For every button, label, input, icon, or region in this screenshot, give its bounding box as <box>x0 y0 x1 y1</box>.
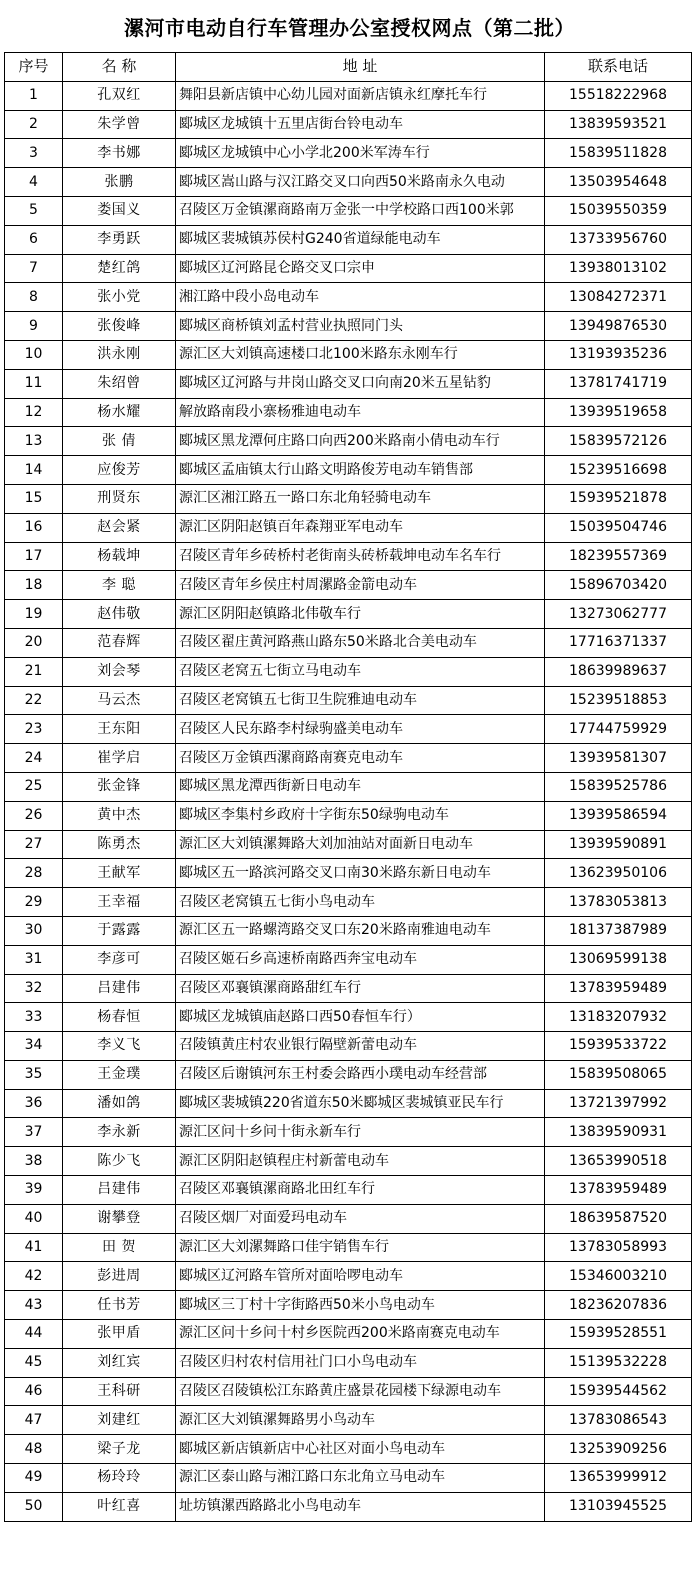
dealer-phone: 13273062777 <box>545 600 692 629</box>
dealer-name: 楚红鸽 <box>63 254 176 283</box>
table-row <box>5 139 692 168</box>
dealer-phone: 13938013102 <box>545 254 692 283</box>
table-row <box>5 542 692 571</box>
table-row <box>5 456 692 485</box>
table-row <box>5 1377 692 1406</box>
dealer-name: 张甲盾 <box>63 1320 176 1349</box>
dealer-address: 召陵区邓襄镇漯商路甜红车行 <box>176 974 545 1003</box>
dealer-address: 郾城区嵩山路与汉江路交叉口向西50米路南永久电动 <box>176 168 545 197</box>
dealer-name: 李书娜 <box>63 139 176 168</box>
table-row <box>5 1492 692 1521</box>
dealer-address: 源汇区泰山路与湘江路口东北角立马电动车 <box>176 1464 545 1493</box>
table-row <box>5 945 692 974</box>
table-row <box>5 1464 692 1493</box>
dealer-name: 王幸福 <box>63 888 176 917</box>
dealer-phone: 13103945525 <box>545 1492 692 1521</box>
dealer-phone: 13783058993 <box>545 1233 692 1262</box>
dealer-name: 谢攀登 <box>63 1204 176 1233</box>
table-row <box>5 1147 692 1176</box>
dealer-address: 郾城区商桥镇刘孟村营业执照同门头 <box>176 312 545 341</box>
table-row <box>5 1348 692 1377</box>
row-number: 3 <box>5 139 63 168</box>
table-row <box>5 801 692 830</box>
dealer-address: 源汇区问十乡问十街永新车行 <box>176 1118 545 1147</box>
dealer-name: 杨春恒 <box>63 1003 176 1032</box>
row-number: 46 <box>5 1377 63 1406</box>
table-row <box>5 254 692 283</box>
dealer-phone: 13623950106 <box>545 859 692 888</box>
dealer-name: 李义飞 <box>63 1032 176 1061</box>
table-row <box>5 916 692 945</box>
table-row <box>5 1262 692 1291</box>
dealer-name: 娄国义 <box>63 196 176 225</box>
dealer-name: 陈少飞 <box>63 1147 176 1176</box>
dealer-name: 王科研 <box>63 1377 176 1406</box>
dealer-name: 应俊芳 <box>63 456 176 485</box>
dealer-phone: 13781741719 <box>545 369 692 398</box>
row-number: 16 <box>5 513 63 542</box>
dealer-name: 刘会琴 <box>63 657 176 686</box>
row-number: 35 <box>5 1060 63 1089</box>
dealer-phone: 15239518853 <box>545 686 692 715</box>
table-row <box>5 974 692 1003</box>
dealer-address: 湘江路中段小岛电动车 <box>176 283 545 312</box>
row-number: 33 <box>5 1003 63 1032</box>
dealer-address: 郾城区辽河路车管所对面哈啰电动车 <box>176 1262 545 1291</box>
dealer-phone: 13783086543 <box>545 1406 692 1435</box>
dealer-address: 郾城区龙城镇中心小学北200米军涛车行 <box>176 139 545 168</box>
dealer-address: 召陵区老窝镇五七街小鸟电动车 <box>176 888 545 917</box>
dealer-name: 崔学启 <box>63 744 176 773</box>
dealer-phone: 13733956760 <box>545 225 692 254</box>
dealer-address: 郾城区龙城镇十五里店街台铃电动车 <box>176 110 545 139</box>
dealer-phone: 13721397992 <box>545 1089 692 1118</box>
dealer-address: 召陵镇黄庄村农业银行隔壁新蕾电动车 <box>176 1032 545 1061</box>
dealer-phone: 15839572126 <box>545 427 692 456</box>
dealer-phone: 17716371337 <box>545 628 692 657</box>
row-number: 20 <box>5 628 63 657</box>
dealer-name: 黄中杰 <box>63 801 176 830</box>
table-row <box>5 168 692 197</box>
table-row <box>5 81 692 110</box>
table-row <box>5 110 692 139</box>
dealer-name: 杨载坤 <box>63 542 176 571</box>
table-row <box>5 715 692 744</box>
row-number: 44 <box>5 1320 63 1349</box>
dealer-name: 刘建红 <box>63 1406 176 1435</box>
table-row <box>5 744 692 773</box>
table-row <box>5 772 692 801</box>
dealer-phone: 18137387989 <box>545 916 692 945</box>
row-number: 45 <box>5 1348 63 1377</box>
row-number: 31 <box>5 945 63 974</box>
table-row <box>5 1291 692 1320</box>
dealer-address: 召陵区姬石乡高速桥南路西奔宝电动车 <box>176 945 545 974</box>
dealer-phone: 15139532228 <box>545 1348 692 1377</box>
table-row <box>5 571 692 600</box>
dealer-phone: 15939528551 <box>545 1320 692 1349</box>
row-number: 36 <box>5 1089 63 1118</box>
table-row <box>5 283 692 312</box>
dealer-address: 召陵区万金镇西漯商路南赛克电动车 <box>176 744 545 773</box>
row-number: 42 <box>5 1262 63 1291</box>
dealer-name: 洪永刚 <box>63 340 176 369</box>
table-row <box>5 513 692 542</box>
row-number: 47 <box>5 1406 63 1435</box>
dealer-phone: 13949876530 <box>545 312 692 341</box>
table-row <box>5 1406 692 1435</box>
dealer-address: 郾城区李集村乡政府十字街东50绿驹电动车 <box>176 801 545 830</box>
header-address: 地 址 <box>176 53 545 82</box>
dealer-address: 源汇区阴阳赵镇路北伟敬车行 <box>176 600 545 629</box>
dealer-address: 召陵区翟庄黄河路燕山路东50米路北合美电动车 <box>176 628 545 657</box>
dealer-name: 马云杰 <box>63 686 176 715</box>
dealer-address: 召陵区烟厂对面爱玛电动车 <box>176 1204 545 1233</box>
dealer-phone: 15839525786 <box>545 772 692 801</box>
dealer-name: 李永新 <box>63 1118 176 1147</box>
dealer-phone: 13939586594 <box>545 801 692 830</box>
dealer-address: 郾城区黑龙潭何庄路口向西200米路南小倩电动车行 <box>176 427 545 456</box>
dealer-address: 源汇区五一路螺湾路交叉口东20米路南雅迪电动车 <box>176 916 545 945</box>
dealer-address: 召陵区召陵镇松江东路黄庄盛景花园楼下绿源电动车 <box>176 1377 545 1406</box>
dealer-address: 解放路南段小寨杨雅迪电动车 <box>176 398 545 427</box>
dealer-phone: 13503954648 <box>545 168 692 197</box>
dealer-address: 召陵区邓襄镇漯商路北田红车行 <box>176 1176 545 1205</box>
dealer-phone: 13783959489 <box>545 974 692 1003</box>
dealer-phone: 15239516698 <box>545 456 692 485</box>
dealer-address: 源汇区阴阳赵镇百年森翔亚军电动车 <box>176 513 545 542</box>
dealer-name: 张小党 <box>63 283 176 312</box>
table-row <box>5 686 692 715</box>
dealer-address: 源汇区大刘漯舞路口佳宇销售车行 <box>176 1233 545 1262</box>
dealer-phone: 15939533722 <box>545 1032 692 1061</box>
dealer-name: 田 贺 <box>63 1233 176 1262</box>
dealer-phone: 13084272371 <box>545 283 692 312</box>
table-row <box>5 1233 692 1262</box>
dealer-phone: 15939544562 <box>545 1377 692 1406</box>
dealer-phone: 15839508065 <box>545 1060 692 1089</box>
dealer-address: 召陵区青年乡砖桥村老街南头砖桥载坤电动车名车行 <box>176 542 545 571</box>
row-number: 7 <box>5 254 63 283</box>
row-number: 2 <box>5 110 63 139</box>
dealer-address: 源汇区湘江路五一路口东北角轻骑电动车 <box>176 484 545 513</box>
row-number: 13 <box>5 427 63 456</box>
table-row <box>5 600 692 629</box>
table-row <box>5 1204 692 1233</box>
dealer-name: 赵会紧 <box>63 513 176 542</box>
row-number: 41 <box>5 1233 63 1262</box>
dealer-name: 王东阳 <box>63 715 176 744</box>
dealer-phone: 18639587520 <box>545 1204 692 1233</box>
row-number: 21 <box>5 657 63 686</box>
dealer-name: 任书芳 <box>63 1291 176 1320</box>
dealer-address: 舞阳县新店镇中心幼儿园对面新店镇永红摩托车行 <box>176 81 545 110</box>
table-body <box>5 81 692 1521</box>
dealer-phone: 15939521878 <box>545 484 692 513</box>
row-number: 1 <box>5 81 63 110</box>
table-row <box>5 1435 692 1464</box>
row-number: 6 <box>5 225 63 254</box>
row-number: 34 <box>5 1032 63 1061</box>
dealer-address: 召陵区人民东路李村绿驹盛美电动车 <box>176 715 545 744</box>
dealer-phone: 13183207932 <box>545 1003 692 1032</box>
dealer-address: 郾城区孟庙镇太行山路文明路俊芳电动车销售部 <box>176 456 545 485</box>
table-row <box>5 1176 692 1205</box>
dealer-address: 址坊镇漯西路路北小鸟电动车 <box>176 1492 545 1521</box>
dealer-table <box>4 52 692 1522</box>
row-number: 25 <box>5 772 63 801</box>
dealer-name: 李勇跃 <box>63 225 176 254</box>
dealer-phone: 18236207836 <box>545 1291 692 1320</box>
dealer-phone: 13193935236 <box>545 340 692 369</box>
row-number: 48 <box>5 1435 63 1464</box>
row-number: 10 <box>5 340 63 369</box>
dealer-name: 张 倩 <box>63 427 176 456</box>
dealer-phone: 15518222968 <box>545 81 692 110</box>
dealer-address: 郾城区辽河路昆仑路交叉口宗申 <box>176 254 545 283</box>
dealer-address: 召陵区老窝五七街立马电动车 <box>176 657 545 686</box>
dealer-address: 召陵区老窝镇五七街卫生院雅迪电动车 <box>176 686 545 715</box>
dealer-name: 赵伟敬 <box>63 600 176 629</box>
dealer-phone: 18639989637 <box>545 657 692 686</box>
header-phone: 联系电话 <box>545 53 692 82</box>
dealer-address: 郾城区龙城镇庙赵路口西50春恒车行） <box>176 1003 545 1032</box>
dealer-name: 朱绍曾 <box>63 369 176 398</box>
table-row <box>5 484 692 513</box>
table-row <box>5 1003 692 1032</box>
dealer-address: 郾城区辽河路与井岗山路交叉口向南20米五星钻豹 <box>176 369 545 398</box>
row-number: 22 <box>5 686 63 715</box>
row-number: 32 <box>5 974 63 1003</box>
dealer-phone: 15896703420 <box>545 571 692 600</box>
dealer-phone: 13783053813 <box>545 888 692 917</box>
dealer-address: 源汇区大刘镇高速楼口北100米路东永刚车行 <box>176 340 545 369</box>
table-row <box>5 657 692 686</box>
row-number: 23 <box>5 715 63 744</box>
dealer-address: 源汇区阴阳赵镇程庄村新蕾电动车 <box>176 1147 545 1176</box>
dealer-name: 杨玲玲 <box>63 1464 176 1493</box>
dealer-name: 刘红宾 <box>63 1348 176 1377</box>
row-number: 43 <box>5 1291 63 1320</box>
dealer-phone: 15039550359 <box>545 196 692 225</box>
row-number: 17 <box>5 542 63 571</box>
table-row <box>5 340 692 369</box>
dealer-name: 杨水耀 <box>63 398 176 427</box>
dealer-address: 源汇区问十乡问十村乡医院西200米路南赛克电动车 <box>176 1320 545 1349</box>
row-number: 14 <box>5 456 63 485</box>
row-number: 37 <box>5 1118 63 1147</box>
dealer-phone: 13783959489 <box>545 1176 692 1205</box>
dealer-name: 潘如鸽 <box>63 1089 176 1118</box>
row-number: 50 <box>5 1492 63 1521</box>
dealer-address: 召陵区归村农村信用社门口小鸟电动车 <box>176 1348 545 1377</box>
table-row <box>5 1089 692 1118</box>
dealer-phone: 13069599138 <box>545 945 692 974</box>
dealer-name: 王金璞 <box>63 1060 176 1089</box>
row-number: 30 <box>5 916 63 945</box>
dealer-phone: 15039504746 <box>545 513 692 542</box>
dealer-address: 召陵区后谢镇河东王村委会路西小璞电动车经营部 <box>176 1060 545 1089</box>
row-number: 11 <box>5 369 63 398</box>
dealer-phone: 13653999912 <box>545 1464 692 1493</box>
row-number: 40 <box>5 1204 63 1233</box>
dealer-phone: 13253909256 <box>545 1435 692 1464</box>
dealer-name: 于露露 <box>63 916 176 945</box>
row-number: 8 <box>5 283 63 312</box>
dealer-address: 郾城区新店镇新店中心社区对面小鸟电动车 <box>176 1435 545 1464</box>
dealer-name: 张金锋 <box>63 772 176 801</box>
table-row <box>5 1060 692 1089</box>
table-row <box>5 628 692 657</box>
dealer-phone: 13939590891 <box>545 830 692 859</box>
row-number: 27 <box>5 830 63 859</box>
header-name: 名 称 <box>63 53 176 82</box>
dealer-name: 吕建伟 <box>63 974 176 1003</box>
row-number: 9 <box>5 312 63 341</box>
dealer-address: 召陵区青年乡侯庄村周漯路金箭电动车 <box>176 571 545 600</box>
row-number: 5 <box>5 196 63 225</box>
dealer-address: 郾城区五一路滨河路交叉口南30米路东新日电动车 <box>176 859 545 888</box>
dealer-phone: 15346003210 <box>545 1262 692 1291</box>
table-header-row <box>5 53 692 82</box>
dealer-name: 张俊峰 <box>63 312 176 341</box>
row-number: 28 <box>5 859 63 888</box>
dealer-phone: 13839590931 <box>545 1118 692 1147</box>
row-number: 39 <box>5 1176 63 1205</box>
row-number: 24 <box>5 744 63 773</box>
dealer-phone: 17744759929 <box>545 715 692 744</box>
dealer-phone: 18239557369 <box>545 542 692 571</box>
table-row <box>5 859 692 888</box>
table-row <box>5 225 692 254</box>
row-number: 29 <box>5 888 63 917</box>
row-number: 12 <box>5 398 63 427</box>
table-row <box>5 398 692 427</box>
dealer-address: 郾城区黑龙潭西街新日电动车 <box>176 772 545 801</box>
dealer-address: 源汇区大刘镇漯舞路男小鸟动车 <box>176 1406 545 1435</box>
dealer-phone: 15839511828 <box>545 139 692 168</box>
dealer-name: 陈勇杰 <box>63 830 176 859</box>
dealer-name: 彭进周 <box>63 1262 176 1291</box>
dealer-phone: 13939519658 <box>545 398 692 427</box>
table-row <box>5 1320 692 1349</box>
dealer-phone: 13653990518 <box>545 1147 692 1176</box>
table-row <box>5 427 692 456</box>
dealer-name: 王献军 <box>63 859 176 888</box>
row-number: 4 <box>5 168 63 197</box>
row-number: 26 <box>5 801 63 830</box>
dealer-name: 李彦可 <box>63 945 176 974</box>
row-number: 15 <box>5 484 63 513</box>
row-number: 19 <box>5 600 63 629</box>
dealer-name: 孔双红 <box>63 81 176 110</box>
dealer-name: 张鹏 <box>63 168 176 197</box>
row-number: 38 <box>5 1147 63 1176</box>
dealer-name: 叶红喜 <box>63 1492 176 1521</box>
dealer-phone: 13839593521 <box>545 110 692 139</box>
dealer-name: 吕建伟 <box>63 1176 176 1205</box>
dealer-name: 朱学曾 <box>63 110 176 139</box>
table-row <box>5 196 692 225</box>
dealer-name: 刑贤东 <box>63 484 176 513</box>
dealer-phone: 13939581307 <box>545 744 692 773</box>
table-row <box>5 369 692 398</box>
dealer-address: 源汇区大刘镇漯舞路大刘加油站对面新日电动车 <box>176 830 545 859</box>
table-row <box>5 1118 692 1147</box>
row-number: 49 <box>5 1464 63 1493</box>
table-row <box>5 312 692 341</box>
page-title: 漯河市电动自行车管理办公室授权网点（第二批） <box>124 15 575 40</box>
dealer-name: 梁子龙 <box>63 1435 176 1464</box>
dealer-address: 郾城区裴城镇苏侯村G240省道绿能电动车 <box>176 225 545 254</box>
table-row <box>5 888 692 917</box>
dealer-name: 李 聪 <box>63 571 176 600</box>
header-no: 序号 <box>5 53 63 82</box>
dealer-name: 范春辉 <box>63 628 176 657</box>
dealer-address: 郾城区裴城镇220省道东50米郾城区裴城镇亚民车行 <box>176 1089 545 1118</box>
dealer-address: 召陵区万金镇漯商路南万金张一中学校路口西100米郭 <box>176 196 545 225</box>
table-row <box>5 1032 692 1061</box>
table-row <box>5 830 692 859</box>
dealer-address: 郾城区三丁村十字街路西50米小鸟电动车 <box>176 1291 545 1320</box>
row-number: 18 <box>5 571 63 600</box>
